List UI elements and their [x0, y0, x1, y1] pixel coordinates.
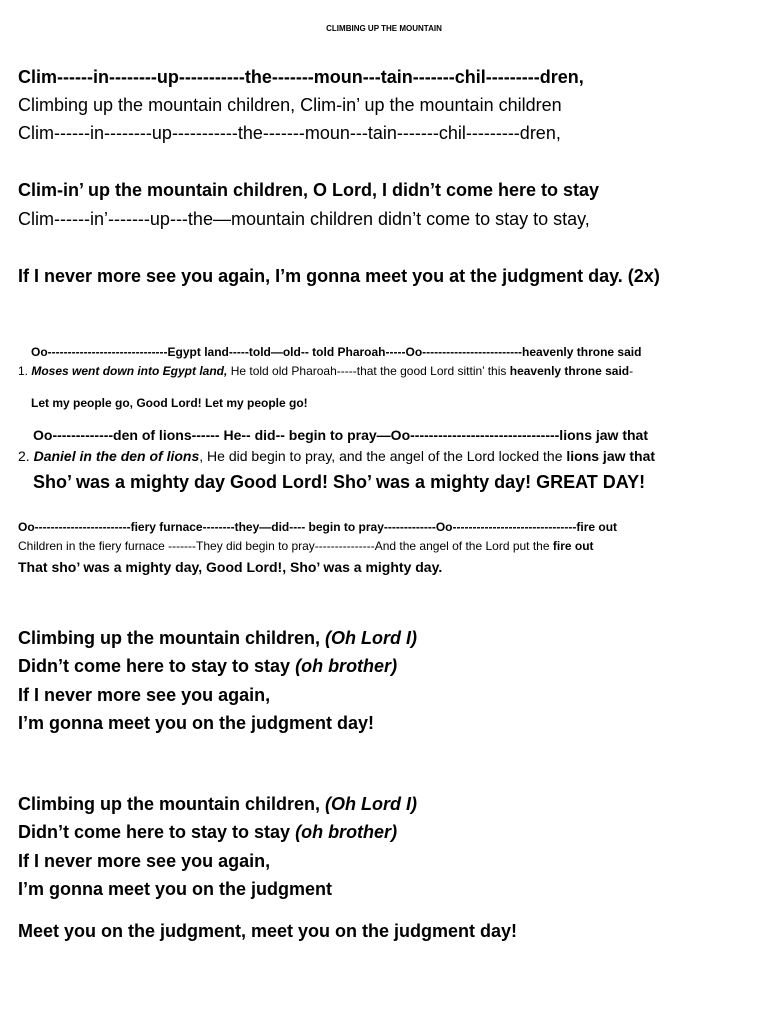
chorus3-line1: If I never more see you again, I’m gonna meet you at the judgment day. (2x): [18, 266, 660, 286]
chorus2-line1: Clim-in’ up the mountain children, O Lord, I didn’t come here to stay: [18, 180, 600, 200]
ending1-line2-text: Didn’t come here to stay to stay: [18, 656, 296, 676]
ending2-line3: If I never more see you again,: [18, 851, 271, 871]
verse3-oo-line: Oo------------------------fiery furnace--------they—did---- begin to pray-------------Oo-------------------------------fire out: [18, 520, 618, 534]
ending1-line3: If I never more see you again,: [18, 685, 271, 705]
verse1-lead: Moses went down into Egypt land,: [31, 364, 228, 378]
ending2-line2-text: Didn’t come here to stay to stay: [18, 822, 296, 842]
verse3-response: That sho’ was a mighty day, Good Lord!, Sho’ was a mighty day.: [18, 559, 443, 575]
verse2-lead: Daniel in the den of lions: [33, 448, 200, 464]
verse2-lyric: [18, 448, 655, 465]
ending1-line4: I’m gonna meet you on the judgment day!: [18, 713, 375, 733]
verse2-response: Sho’ was a mighty day Good Lord! Sho’ was a mighty day! GREAT DAY!: [33, 472, 646, 492]
ending1-line1: [18, 628, 417, 650]
verse1-tail-end: -: [629, 364, 634, 378]
verse1-response: Let my people go, Good Lord! Let my people go!: [31, 396, 308, 410]
verse1-oo-line: Oo------------------------------Egypt land-----told—old-- told Pharoah-----Oo-------------------------heavenly throne said: [31, 345, 642, 359]
verse2-body: , He did begin to pray, and the angel of the Lord locked the: [199, 448, 567, 464]
song-title: CLIMBING UP THE MOUNTAIN: [326, 24, 442, 33]
ending2-line1-aside: (Oh Lord I): [325, 794, 417, 814]
chorus1-line2: Climbing up the mountain children, Clim-in’ up the mountain children: [18, 95, 562, 115]
ending1-line1-aside: (Oh Lord I): [325, 628, 417, 648]
verse2-tail: lions jaw that: [566, 448, 656, 464]
verse1-body: He told old Pharoah-----that the good Lord sittin’ this: [227, 364, 510, 378]
ending2-line1: [18, 794, 417, 816]
ending2-line4: I’m gonna meet you on the judgment: [18, 879, 333, 899]
ending2-line2: [18, 822, 397, 844]
verse1-lyric: [18, 364, 633, 378]
chorus2-line2: Clim------in’-------up---the—mountain children didn’t come to stay to stay,: [18, 209, 590, 229]
verse3-body: Children in the fiery furnace -------They did begin to pray---------------And the angel of the Lord put the: [18, 539, 553, 553]
chorus1-line1: Clim------in--------up-----------the-------moun---tain-------chil---------dren,: [18, 67, 584, 87]
verse1-number: 1.: [18, 364, 32, 378]
verse3-lyric: [18, 539, 594, 553]
ending1-line2: [18, 656, 397, 678]
ending1-line1-text: Climbing up the mountain children,: [18, 628, 325, 648]
verse1-tail: heavenly throne said: [509, 364, 630, 378]
verse2-oo-line: Oo-------------den of lions------ He-- did-- begin to pray—Oo--------------------------------lions jaw that: [33, 427, 648, 443]
ending1-line2-aside: (oh brother): [295, 656, 398, 676]
chorus1-line3: Clim------in--------up-----------the-------moun---tain-------chil---------dren,: [18, 123, 561, 143]
verse2-number: 2.: [18, 448, 34, 464]
ending2-line5: Meet you on the judgment, meet you on the judgment day!: [18, 921, 518, 941]
ending2-line1-text: Climbing up the mountain children,: [18, 794, 325, 814]
verse3-tail: fire out: [552, 539, 594, 553]
ending2-line2-aside: (oh brother): [295, 822, 398, 842]
